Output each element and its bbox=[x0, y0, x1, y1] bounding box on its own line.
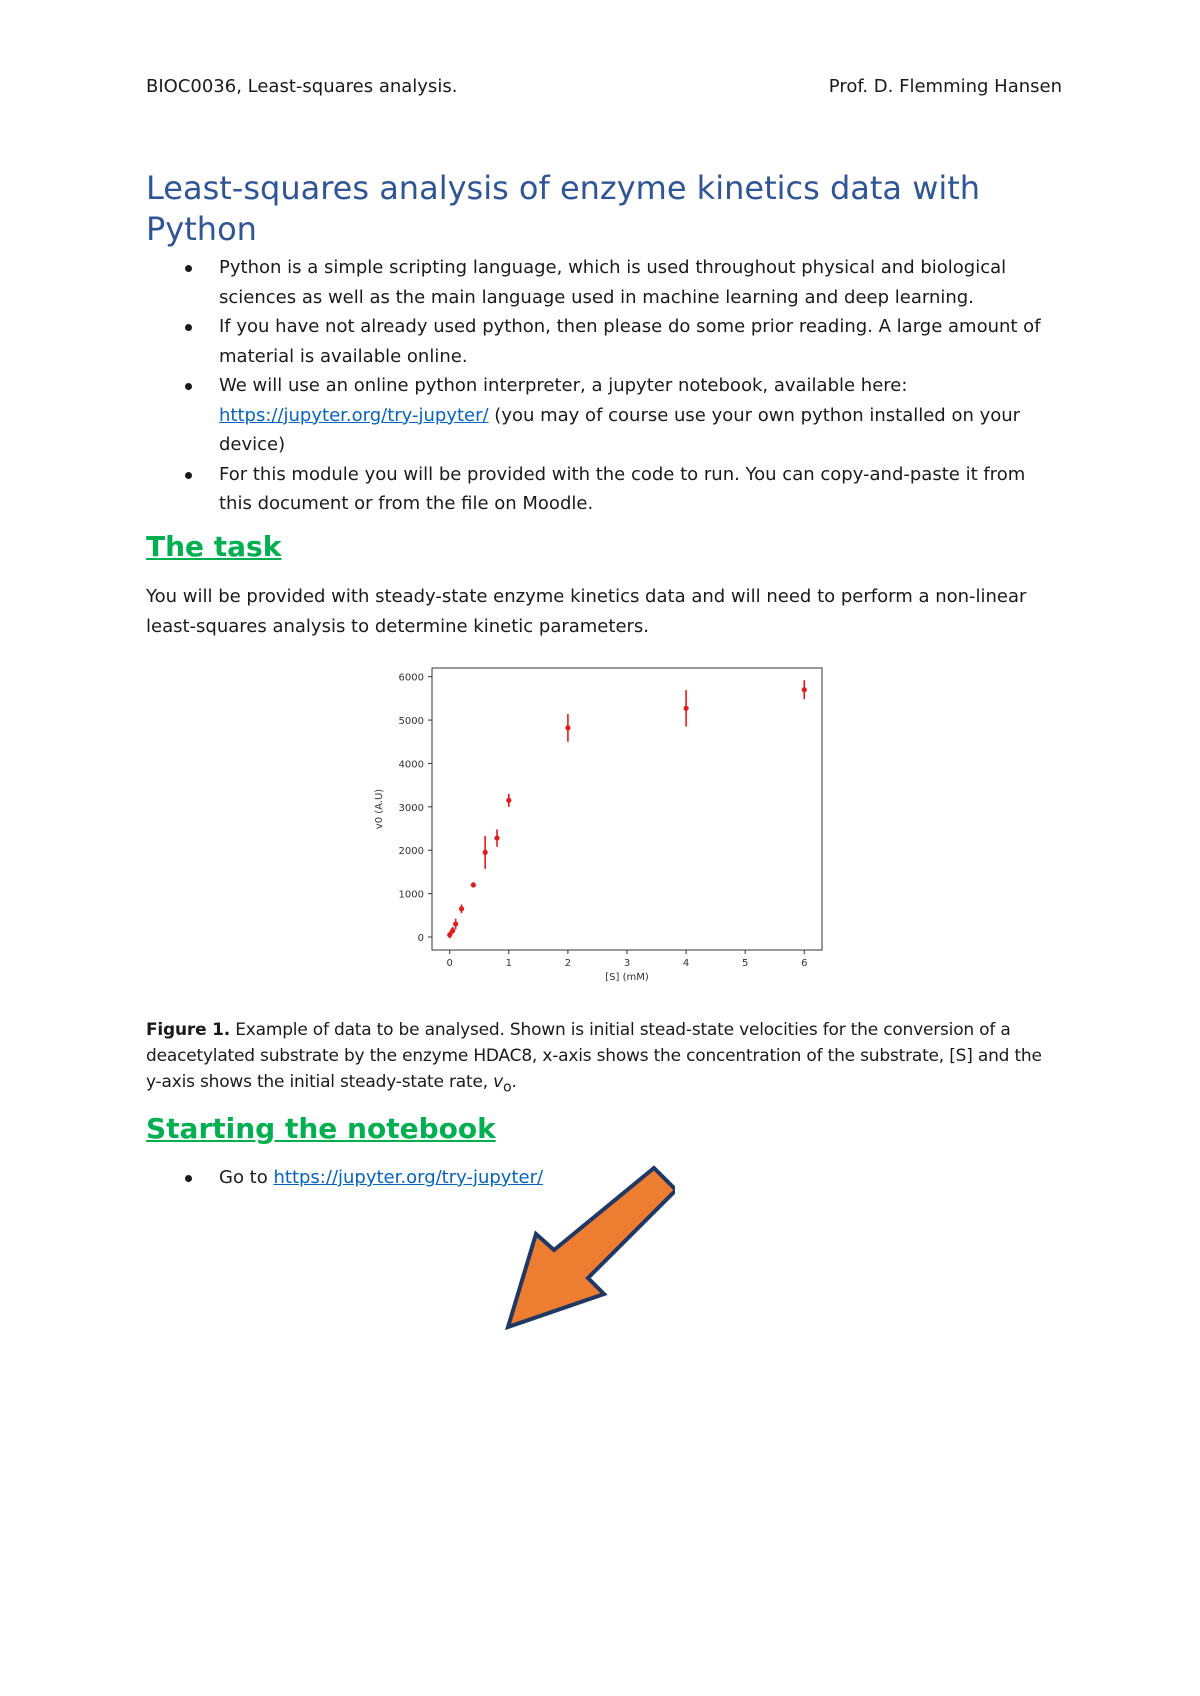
bullet-text: Python is a simple scripting language, which is used throughout physical and biological sciences as well as the main language used in machine learning and deep learning. bbox=[219, 257, 1007, 308]
task-paragraph: You will be provided with steady-state enzyme kinetics data and will need to perform a non-linear least-squares analysis to determine kinetic parameters. bbox=[146, 586, 1027, 637]
chart-svg bbox=[360, 650, 830, 990]
task-heading: The task bbox=[146, 530, 282, 563]
header-course: BIOC0036, Least-squares analysis. bbox=[146, 76, 458, 97]
figure-label: Figure 1. bbox=[146, 1020, 231, 1040]
y-axis-label: v0 (A.U) bbox=[374, 788, 385, 830]
x-tick-label: 6 bbox=[801, 958, 808, 969]
bullet-text-post: (you may of course use your own python installed on your device) bbox=[219, 404, 1021, 455]
x-tick-label: 5 bbox=[741, 958, 749, 969]
x-tick-label: 4 bbox=[682, 958, 690, 969]
x-axis-label: [S] (mM) bbox=[605, 972, 649, 983]
bullet-text: For this module you will be provided with the code to run. You can copy-and-paste it from this document or from the file on Moodle. bbox=[219, 463, 1026, 514]
bullet-icon bbox=[185, 1175, 192, 1182]
data-point bbox=[471, 882, 476, 887]
data-point bbox=[683, 706, 688, 711]
x-tick-label: 2 bbox=[564, 958, 572, 969]
figure-caption bbox=[146, 1017, 1051, 1100]
data-point bbox=[447, 932, 452, 937]
intro-bullet-list bbox=[146, 253, 1046, 519]
page-title: Least-squares analysis of enzyme kinetics data with Python bbox=[146, 169, 981, 248]
list-item bbox=[146, 460, 1046, 519]
jupyter-link[interactable]: https://jupyter.org/try-jupyter/ bbox=[273, 1167, 544, 1188]
x-tick-label: 3 bbox=[623, 958, 631, 969]
x-tick-label: 0 bbox=[446, 958, 453, 969]
v-subscript: o bbox=[502, 1079, 512, 1096]
list-item bbox=[146, 253, 1046, 312]
bullet-text: If you have not already used python, then please do some prior reading. A large amount of material is available online. bbox=[219, 316, 1041, 367]
y-tick-label: 4000 bbox=[398, 759, 424, 771]
bullet-text-pre: Go to bbox=[219, 1167, 274, 1188]
data-point bbox=[453, 921, 458, 926]
v-symbol: v bbox=[493, 1072, 503, 1092]
list-item bbox=[146, 371, 1046, 460]
data-point bbox=[459, 906, 464, 911]
data-point bbox=[494, 835, 499, 840]
bullet-text-pre: We will use an online python interpreter, a jupyter notebook, available here: bbox=[219, 375, 908, 396]
y-tick-label: 5000 bbox=[398, 716, 424, 728]
y-tick-label: 0 bbox=[417, 932, 424, 944]
data-point bbox=[802, 687, 807, 692]
caption-end: . bbox=[511, 1072, 517, 1092]
y-tick-label: 6000 bbox=[398, 672, 424, 684]
header-author: Prof. D. Flemming Hansen bbox=[828, 76, 1062, 97]
figure-caption-text: Example of data to be analysed. Shown is initial stead-state velocities for the conversion of a deacetylated substrate by the enzyme HDAC8, x-axis shows the concentration of the substrate, [S] and the y-axis shows the initial steady-state rate, bbox=[146, 1020, 1042, 1092]
bullet-icon bbox=[185, 324, 192, 331]
x-tick-label: 1 bbox=[505, 958, 513, 969]
y-tick-label: 3000 bbox=[398, 802, 424, 814]
list-item bbox=[146, 312, 1046, 371]
orange-arrow-icon bbox=[500, 1160, 675, 1345]
starting-notebook-heading: Starting the notebook bbox=[146, 1112, 496, 1145]
data-point bbox=[565, 725, 570, 730]
bullet-icon bbox=[185, 472, 192, 479]
enzyme-kinetics-chart bbox=[360, 650, 830, 990]
data-point bbox=[506, 798, 511, 803]
jupyter-link[interactable]: https://jupyter.org/try-jupyter/ bbox=[219, 404, 489, 426]
data-point bbox=[483, 850, 488, 855]
bullet-icon bbox=[185, 383, 192, 390]
y-tick-label: 2000 bbox=[398, 846, 424, 858]
bullet-icon bbox=[185, 265, 192, 272]
plot-frame bbox=[432, 668, 822, 950]
data-point bbox=[450, 928, 455, 933]
y-tick-label: 1000 bbox=[398, 889, 424, 901]
